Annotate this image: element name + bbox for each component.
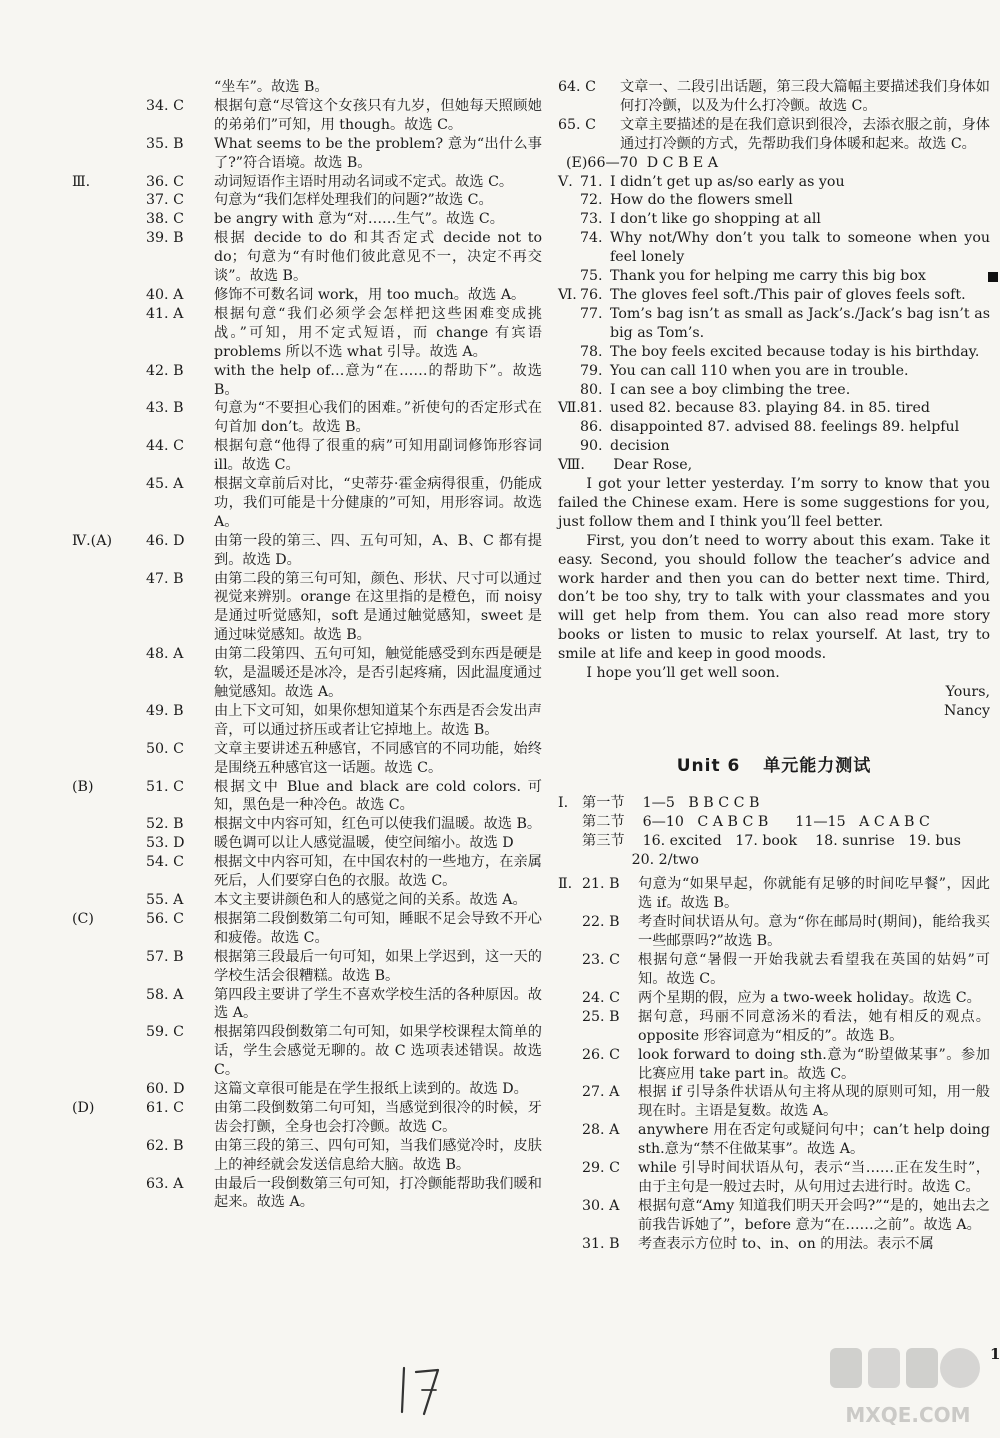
answer-row bbox=[558, 305, 990, 343]
letter-signature: Nancy bbox=[944, 702, 990, 719]
answer-explanation: look forward to doing sth.意为“盼望做某事”。参加比赛应用 take part in。故选 C。 bbox=[638, 1046, 990, 1082]
answer-explanation: 由第三段的第三、四句可知，当我们感觉冷时，皮肤上的神经就会发送信息给大脑。故选 B。 bbox=[214, 1137, 542, 1173]
question-number: 40. A bbox=[146, 286, 184, 303]
answer-row bbox=[558, 1235, 990, 1254]
answer-explanation: I didn’t get up as/so early as you bbox=[610, 173, 845, 190]
question-number: 24. C bbox=[582, 989, 620, 1006]
question-number: 43. B bbox=[146, 400, 184, 417]
answer-explanation: 句意为“我们怎样处理我们的问题?”故选 C。 bbox=[214, 192, 493, 209]
answer-row bbox=[72, 778, 542, 816]
answer-explanation: 根据第二段倒数第二句可知，睡眠不足会导致不开心和疲倦。故选 C。 bbox=[214, 910, 542, 946]
answer-row bbox=[72, 173, 542, 192]
answer-explanation: anywhere 用在否定句或疑问句中；can’t help doing sth.意为“禁不住做某事”。故选 A。 bbox=[638, 1122, 990, 1158]
section-label: Ⅵ. bbox=[558, 286, 577, 303]
answer-explanation: 根据第三段最后一句可知，如果上学迟到，这一天的学校生活会很糟糕。故选 B。 bbox=[214, 948, 542, 984]
answer-explanation: used 82. because 83. playing 84. in 85. tired bbox=[610, 400, 930, 417]
answer-row bbox=[72, 702, 542, 740]
question-number: 39. B bbox=[146, 230, 184, 247]
question-number: 76. bbox=[580, 286, 603, 303]
answer-explanation: “坐车”。故选 B。 bbox=[214, 79, 329, 95]
answer-explanation: 两个星期的假，应为 a two-week holiday。故选 C。 bbox=[638, 989, 981, 1006]
section-label: Ⅶ. bbox=[558, 400, 581, 417]
section-label: (D) bbox=[72, 1099, 95, 1116]
answer-row bbox=[558, 116, 990, 154]
answer-explanation: I don’t like go shopping at all bbox=[610, 211, 821, 228]
left-column bbox=[72, 78, 542, 1212]
right-column bbox=[558, 78, 990, 1254]
question-number: 75. bbox=[580, 268, 603, 285]
answer-row bbox=[558, 191, 990, 210]
question-number: 47. B bbox=[146, 570, 184, 587]
answer-explanation: 由第二段第四、五句可知，触觉能感受到东西是硬是软，是温暖还是冰冷，是否引起疼痛，因此温度通过触觉感知。故选 A。 bbox=[214, 646, 542, 700]
answer-explanation: 本文主要讲颜色和人的感觉之间的关系。故选 A。 bbox=[214, 891, 527, 908]
answer-explanation: 根据第四段倒数第二句可知，如果学校课程太简单的话，学生会感觉无聊的。故 C 选项表述错误。故选 C。 bbox=[214, 1024, 542, 1079]
question-number: 28. A bbox=[582, 1122, 620, 1139]
answer-row bbox=[558, 1121, 990, 1159]
answer-explanation: 由第一段的第三、四、五句可知，A、B、C 都有提到。故选 D。 bbox=[214, 532, 542, 568]
question-number: 79. bbox=[580, 362, 603, 379]
answer-explanation: I can see a boy climbing the tree. bbox=[610, 381, 851, 398]
answer-row bbox=[72, 78, 542, 97]
question-number: 61. C bbox=[146, 1099, 184, 1116]
answer-row bbox=[72, 834, 542, 853]
answer-explanation: 修饰不可数名词 work，用 too much。故选 A。 bbox=[214, 286, 526, 303]
section-label: (C) bbox=[72, 910, 94, 927]
question-number: 60. D bbox=[146, 1081, 185, 1098]
answer-explanation: 文章主要描述的是在我们意识到很冷，去添衣服之前，身体通过打冷颤的方式，先帮助我们身体暖和起来。故选 C。 bbox=[620, 116, 990, 152]
answer-explanation: be angry with 意为“对……生气”。故选 C。 bbox=[214, 211, 504, 228]
question-number: 23. C bbox=[582, 952, 620, 969]
question-number: 56. C bbox=[146, 910, 184, 927]
question-number: 25. B bbox=[582, 1008, 620, 1025]
watermark-text: MXQE.COM bbox=[845, 1403, 971, 1427]
page-number: 1 bbox=[990, 1345, 1000, 1363]
letter-paragraph-3: I hope you’ll get well soon. bbox=[586, 665, 780, 682]
answer-row bbox=[72, 740, 542, 778]
answer-row bbox=[558, 381, 990, 400]
question-number: 64. C bbox=[558, 79, 596, 95]
question-number: 62. B bbox=[146, 1137, 184, 1154]
answer-row bbox=[72, 135, 542, 173]
section-label: Ⅳ.(A) bbox=[72, 532, 112, 549]
question-number: 90. bbox=[580, 438, 603, 455]
answer-row bbox=[72, 570, 542, 646]
answer-explanation: What seems to be the problem? 意为“出什么事了?”符合语境。故选 B。 bbox=[214, 135, 542, 171]
question-number: 30. A bbox=[582, 1197, 620, 1214]
answer-row bbox=[72, 229, 542, 286]
answer-explanation: How do the flowers smell bbox=[610, 192, 793, 209]
answer-explanation: The boy feels excited because today is his birthday. bbox=[610, 343, 980, 360]
answer-explanation: while 引导时间状语从句，表示“当……正在发生时”，由于主句是一般过去时，从句用过去进行时。故选 C。 bbox=[638, 1160, 990, 1195]
listening-line: 第三节 16. excited 17. book 18. sunrise 19. bus bbox=[582, 832, 961, 849]
question-number: 77. bbox=[580, 305, 603, 322]
answer-explanation: 根据 decide to do 和其否定式 decide not to do；句意为“有时他们彼此意见不一，决定不再交谈”。故选 B。 bbox=[214, 230, 542, 285]
answer-row bbox=[558, 210, 990, 229]
question-number: 55. A bbox=[146, 891, 184, 908]
answer-explanation: The gloves feel soft./This pair of gloves feels soft. bbox=[610, 286, 966, 303]
question-number: 58. A bbox=[146, 986, 184, 1003]
answer-explanation: 由上下文可知，如果你想知道某个东西是否会发出声音，可以通过挤压或者让它掉地上。故选 B。 bbox=[214, 702, 542, 738]
answer-explanation: 根据文中内容可知，红色可以使我们温暖。故选 B。 bbox=[214, 816, 542, 833]
section-label: (B) bbox=[72, 778, 94, 795]
answer-explanation: 由第二段倒数第二句可知，当感觉到很冷的时候，牙齿会打颤，全身也会打冷颤。故选 C。 bbox=[214, 1099, 542, 1135]
answer-row bbox=[558, 399, 990, 418]
question-number: 45. A bbox=[146, 476, 184, 493]
section-e-answers: (E)66—70 D C B E A bbox=[566, 154, 719, 171]
answer-row bbox=[558, 989, 990, 1008]
answer-row bbox=[72, 1080, 542, 1099]
answer-row bbox=[72, 1023, 542, 1080]
answers-64-65 bbox=[558, 78, 990, 154]
answer-explanation: 根据文章前后对比，“史蒂芬·霍金病得很重，仍能成功，我们可能是十分健康的”可知，用形容词。故选 A。 bbox=[214, 476, 542, 530]
answer-row bbox=[558, 267, 990, 286]
answer-explanation: You can call 110 when you are in trouble. bbox=[610, 362, 909, 379]
answer-row bbox=[72, 815, 542, 834]
question-number: 41. A bbox=[146, 305, 184, 322]
answer-explanation: 这篇文章很可能是在学生报纸上读到的。故选 D。 bbox=[214, 1081, 528, 1098]
listening-line: 第一节 1—5 B B C C B bbox=[582, 794, 760, 811]
letter-paragraph-2: First, you don’t need to worry about this exam. Take it easy. Second, you should follow the teacher’s advice and work harder and then you can do better next time. Third, don’t be too shy, try to talk with your classmates and you will get help from them. You can also read more story books or listen to music to relax yourself. At last, try to smile at life and keep in good moods. bbox=[558, 532, 990, 663]
answer-row bbox=[72, 1137, 542, 1175]
answer-explanation: 据句意，玛丽不同意汤米的看法，她有相反的观点。opposite 形容词意为“相反的”。故选 B。 bbox=[638, 1008, 990, 1044]
answer-row bbox=[558, 913, 990, 951]
question-number: 42. B bbox=[146, 362, 184, 379]
question-number: 49. B bbox=[146, 702, 184, 719]
answer-row bbox=[72, 305, 542, 362]
question-number: 74. bbox=[580, 230, 603, 247]
question-number: 31. B bbox=[582, 1235, 620, 1252]
answer-row bbox=[558, 1159, 990, 1197]
answer-row bbox=[558, 229, 990, 267]
answer-row bbox=[72, 399, 542, 437]
answer-explanation: 根据句意“暑假一开始我就去看望我在英国的姑妈”可知。故选 C。 bbox=[638, 952, 990, 987]
question-number: 80. bbox=[580, 381, 603, 398]
answer-explanation: 根据文中内容可知，在中国农村的一些地方，在亲属死后，人们要穿白色的衣服。故选 C。 bbox=[214, 854, 542, 890]
question-number: 21. B bbox=[582, 876, 620, 893]
listening-line: 第二节 6—10 C A B C B 11—15 A C A B C bbox=[582, 813, 930, 830]
answer-row bbox=[558, 875, 990, 913]
question-number: 53. D bbox=[146, 835, 185, 852]
answer-row bbox=[72, 853, 542, 891]
answer-row bbox=[558, 418, 990, 437]
answer-row bbox=[558, 437, 990, 456]
section-label: Ⅱ. bbox=[558, 876, 573, 893]
answer-explanation: 根据句意“他得了很重的病”可知用副词修饰形容词 ill。故选 C。 bbox=[214, 438, 542, 474]
question-number: 22. B bbox=[582, 914, 620, 931]
answer-explanation: Why not/Why don’t you talk to someone when you feel lonely bbox=[610, 230, 990, 266]
question-number: 46. D bbox=[146, 532, 185, 549]
question-number: 71. bbox=[580, 173, 603, 190]
question-number: 50. C bbox=[146, 740, 184, 757]
answer-row bbox=[72, 645, 542, 702]
answer-row bbox=[72, 437, 542, 475]
section-label: Ⅰ. bbox=[558, 794, 569, 811]
answer-row bbox=[72, 210, 542, 229]
answer-row bbox=[558, 343, 990, 362]
answer-row bbox=[72, 475, 542, 532]
letter-closing: Yours, bbox=[945, 684, 990, 700]
answer-explanation: 文章一、二段引出话题，第三段大篇幅主要描述我们身体如何打冷颤，以及为什么打冷颤。故选 C。 bbox=[620, 79, 990, 114]
question-number: 34. C bbox=[146, 97, 184, 114]
answer-row bbox=[72, 891, 542, 910]
question-number: 52. B bbox=[146, 816, 184, 833]
question-number: 57. B bbox=[146, 948, 184, 965]
letter-greeting: Dear Rose, bbox=[613, 457, 693, 474]
question-number: 78. bbox=[580, 343, 603, 360]
question-number: 65. C bbox=[558, 116, 596, 133]
writing-sample bbox=[558, 456, 990, 721]
answer-explanation: 根据文中 Blue and black are cold colors. 可知，黑色是一种冷色。故选 C。 bbox=[214, 778, 542, 814]
question-number: 63. A bbox=[146, 1175, 184, 1192]
answer-row bbox=[558, 1083, 990, 1121]
answer-row bbox=[72, 191, 542, 210]
unit-title: 单元能力测试 bbox=[763, 755, 872, 776]
question-number: 54. C bbox=[146, 854, 184, 871]
answer-explanation: 动词短语作主语时用动名词或不定式。故选 C。 bbox=[214, 173, 514, 190]
listening-line: 20. 2/two bbox=[582, 851, 699, 868]
question-number: 27. A bbox=[582, 1084, 620, 1101]
answer-row bbox=[558, 78, 990, 116]
answers-21-31 bbox=[558, 875, 990, 1253]
question-number: 81. bbox=[580, 400, 603, 417]
answers-71-90 bbox=[558, 173, 990, 457]
handwritten-page-number bbox=[392, 1360, 452, 1420]
watermark-logo bbox=[820, 1340, 995, 1435]
answer-explanation: Tom’s bag isn’t as small as Jack’s./Jack’s bag isn’t as big as Tom’s. bbox=[610, 305, 990, 341]
question-number: 44. C bbox=[146, 438, 184, 455]
question-number: 29. C bbox=[582, 1160, 620, 1177]
answer-row bbox=[72, 1099, 542, 1137]
answer-explanation: disappointed 87. advised 88. feelings 89. helpful bbox=[610, 419, 960, 436]
answer-row bbox=[558, 286, 990, 305]
question-number: 51. C bbox=[146, 778, 184, 795]
question-number: 36. C bbox=[146, 173, 184, 190]
answer-explanation: 根据 if 引导条件状语从句主将从现的原则可知，用一般现在时。主语是复数。故选 A。 bbox=[638, 1084, 990, 1120]
unit-heading bbox=[558, 751, 990, 776]
answer-explanation: 文章主要讲述五种感官，不同感官的不同功能，始终是围绕五种感官这一话题。故选 C。 bbox=[214, 740, 542, 776]
answer-row bbox=[72, 1175, 542, 1213]
answer-explanation: 第四段主要讲了学生不喜欢学校生活的各种原因。故选 A。 bbox=[214, 986, 542, 1022]
question-number: 26. C bbox=[582, 1046, 620, 1063]
answer-explanation: 由最后一段倒数第三句可知，打冷颤能帮助我们暖和起来。故选 A。 bbox=[214, 1175, 542, 1211]
answer-row bbox=[72, 910, 542, 948]
answer-explanation: 句意为“如果早起，你就能有足够的时间吃早餐”，因此选 if。故选 B。 bbox=[638, 876, 990, 912]
answer-row bbox=[558, 362, 990, 381]
answer-row bbox=[72, 532, 542, 570]
answer-row bbox=[558, 1197, 990, 1235]
answer-explanation: 考查表示方位时 to、in、on 的用法。表示不属 bbox=[638, 1235, 934, 1252]
section-label: Ⅲ. bbox=[72, 173, 91, 190]
question-number: 48. A bbox=[146, 646, 184, 663]
answer-row bbox=[558, 951, 990, 989]
unit-label: Unit 6 bbox=[676, 755, 741, 776]
answer-explanation: 根据句意“我们必须学会怎样把这些困难变成挑战。”可知，用不定式短语，而 change 有宾语 problems 所以不选 what 引导。故选 A。 bbox=[214, 305, 542, 360]
answer-row bbox=[72, 986, 542, 1024]
answer-row bbox=[72, 286, 542, 305]
section-label: Ⅷ. bbox=[558, 457, 585, 474]
answer-row bbox=[72, 362, 542, 400]
section-label: Ⅴ. bbox=[558, 173, 573, 190]
listening-answers bbox=[558, 794, 990, 870]
answer-explanation: 由第二段的第三句可知，颜色、形状、尺寸可以通过视觉来辨别。orange 在这里指的是橙色，而 noisy 是通过听觉感知，soft 是通过触觉感知，sweet 是通过味觉感知。故选 B。 bbox=[214, 570, 542, 644]
answer-explanation: 根据句意“Amy 知道我们明天开会吗?”“是的，她出去之前我告诉她了”，before 意为“在……之前”。故选 A。 bbox=[638, 1197, 990, 1233]
answer-row bbox=[558, 173, 990, 192]
answer-row bbox=[558, 1008, 990, 1046]
answer-explanation: 根据句意“尽管这个女孩只有九岁，但她每天照顾她的弟弟们”可知，用 though。故选 C。 bbox=[214, 97, 542, 133]
answer-row bbox=[558, 1046, 990, 1084]
question-number: 38. C bbox=[146, 211, 184, 228]
answer-explanation: 考查时间状语从句。意为“你在邮局时(期间)，能给我买一些邮票吗?”故选 B。 bbox=[638, 914, 990, 950]
answer-explanation: Thank you for helping me carry this big box bbox=[610, 268, 926, 285]
question-number: 37. C bbox=[146, 192, 184, 209]
question-number: 72. bbox=[580, 192, 603, 209]
question-number: 59. C bbox=[146, 1024, 184, 1041]
answer-row bbox=[72, 948, 542, 986]
letter-paragraph-1: I got your letter yesterday. I’m sorry to know that you failed the Chinese exam. Here is some suggestions for you, just follow them and I think you’ll feel better. bbox=[558, 476, 990, 530]
answer-explanation: 暖色调可以让人感觉温暖，使空间缩小。故选 D bbox=[214, 835, 514, 852]
answer-row bbox=[72, 97, 542, 135]
question-number: 35. B bbox=[146, 135, 184, 152]
answer-explanation: 句意为“不要担心我们的困难。”祈使句的否定形式在句首加 don’t。故选 B。 bbox=[214, 400, 542, 436]
answer-explanation: decision bbox=[610, 438, 670, 455]
question-number: 86. bbox=[580, 419, 603, 436]
answer-explanation: with the help of…意为“在……的帮助下”。故选 B。 bbox=[214, 362, 542, 398]
question-number: 73. bbox=[580, 211, 603, 228]
